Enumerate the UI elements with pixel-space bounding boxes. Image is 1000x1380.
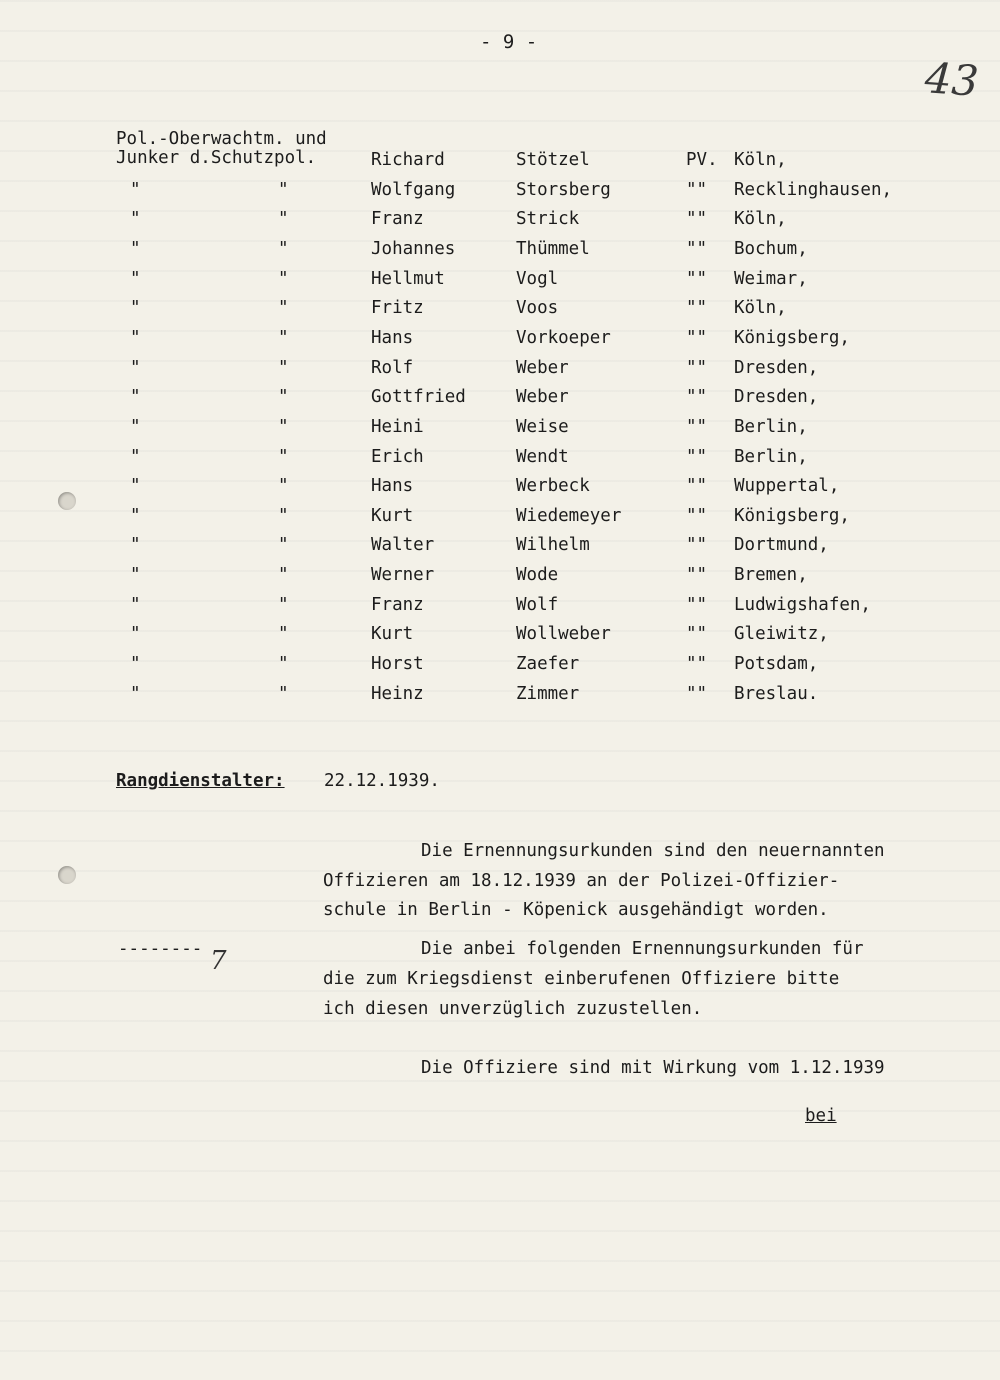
officer-city: Bremen, xyxy=(734,565,808,585)
officer-police-admin: "" xyxy=(686,417,708,437)
officer-ditto-mark: " xyxy=(278,565,289,585)
officer-ditto-mark: " xyxy=(130,298,141,318)
officer-city: Berlin, xyxy=(734,447,808,467)
officer-last-name: Stötzel xyxy=(516,150,590,170)
officer-city: Wuppertal, xyxy=(734,476,840,496)
officer-first-name: Wolfgang xyxy=(371,180,456,200)
officer-police-admin: "" xyxy=(686,358,708,378)
officer-last-name: Storsberg xyxy=(516,180,611,200)
officer-ditto-mark: " xyxy=(278,535,289,555)
officer-police-admin: "" xyxy=(686,447,708,467)
officer-last-name: Strick xyxy=(516,209,580,229)
officer-ditto-mark: " xyxy=(278,269,289,289)
officer-first-name: Rolf xyxy=(371,358,414,378)
officer-police-admin: "" xyxy=(686,387,708,407)
officer-city: Potsdam, xyxy=(734,654,819,674)
officer-first-name: Richard xyxy=(371,150,445,170)
officer-last-name: Vorkoeper xyxy=(516,328,611,348)
rangdienstalter-label: Rangdienstalter: xyxy=(116,771,285,791)
punch-hole-bottom xyxy=(58,866,76,884)
officer-city: Recklinghausen, xyxy=(734,180,893,200)
paragraph2-line3: ich diesen unverzüglich zuzustellen. xyxy=(323,999,703,1019)
officer-police-admin: "" xyxy=(686,298,708,318)
officer-first-name: Werner xyxy=(371,565,435,585)
officer-police-admin: "" xyxy=(686,506,708,526)
officer-ditto-mark: " xyxy=(278,476,289,496)
officer-last-name: Wiedemeyer xyxy=(516,506,622,526)
officer-first-name: Hellmut xyxy=(371,269,445,289)
officer-city: Königsberg, xyxy=(734,328,850,348)
officer-ditto-mark: " xyxy=(278,358,289,378)
rank-header-line1: Pol.-Oberwachtm. und xyxy=(116,129,327,149)
officer-police-admin: "" xyxy=(686,269,708,289)
officer-city: Gleiwitz, xyxy=(734,624,829,644)
officer-city: Ludwigshafen, xyxy=(734,595,871,615)
officer-police-admin: "" xyxy=(686,535,708,555)
officer-first-name: Kurt xyxy=(371,506,414,526)
officer-police-admin: "" xyxy=(686,624,708,644)
officer-police-admin: "" xyxy=(686,595,708,615)
officer-police-admin: "" xyxy=(686,209,708,229)
officer-first-name: Heinz xyxy=(371,684,424,704)
paragraph2-line1: Die anbei folgenden Ernennungsurkunden für xyxy=(421,939,864,959)
officer-last-name: Wolf xyxy=(516,595,559,615)
officer-ditto-mark: " xyxy=(130,328,141,348)
officer-last-name: Zimmer xyxy=(516,684,580,704)
officer-ditto-mark: " xyxy=(130,447,141,467)
officer-ditto-mark: " xyxy=(278,328,289,348)
officer-ditto-mark: " xyxy=(278,654,289,674)
officer-ditto-mark: " xyxy=(278,684,289,704)
officer-ditto-mark: " xyxy=(278,506,289,526)
officer-ditto-mark: " xyxy=(130,209,141,229)
officer-last-name: Thümmel xyxy=(516,239,590,259)
margin-handwritten-mark: 7 xyxy=(210,946,227,976)
officer-last-name: Zaefer xyxy=(516,654,580,674)
rangdienstalter-date: 22.12.1939. xyxy=(324,771,440,791)
officer-police-admin: "" xyxy=(686,180,708,200)
officer-police-admin: "" xyxy=(686,476,708,496)
officer-city: Breslau. xyxy=(734,684,819,704)
officer-ditto-mark: " xyxy=(130,387,141,407)
paragraph1-line2: Offizieren am 18.12.1939 an der Polizei-Offizier- xyxy=(323,871,840,891)
officer-police-admin: PV. xyxy=(686,150,718,170)
officer-ditto-mark: " xyxy=(130,476,141,496)
officer-first-name: Gottfried xyxy=(371,387,466,407)
officer-last-name: Weber xyxy=(516,387,569,407)
officer-ditto-mark: " xyxy=(130,417,141,437)
officer-city: Bochum, xyxy=(734,239,808,259)
officer-first-name: Erich xyxy=(371,447,424,467)
officer-city: Dresden, xyxy=(734,387,819,407)
paragraph1-line1: Die Ernennungsurkunden sind den neuernannten xyxy=(421,841,885,861)
officer-city: Köln, xyxy=(734,209,787,229)
officer-first-name: Heini xyxy=(371,417,424,437)
officer-first-name: Fritz xyxy=(371,298,424,318)
officer-ditto-mark: " xyxy=(130,358,141,378)
officer-first-name: Franz xyxy=(371,209,424,229)
paragraph2-line2: die zum Kriegsdienst einberufenen Offiziere bitte xyxy=(323,969,840,989)
margin-dash-mark: -------- xyxy=(118,939,203,959)
officer-ditto-mark: " xyxy=(278,417,289,437)
officer-first-name: Horst xyxy=(371,654,424,674)
page-number: - 9 - xyxy=(480,31,538,53)
officer-police-admin: "" xyxy=(686,684,708,704)
officer-ditto-mark: " xyxy=(278,298,289,318)
officer-last-name: Wode xyxy=(516,565,559,585)
officer-ditto-mark: " xyxy=(278,624,289,644)
officer-first-name: Walter xyxy=(371,535,435,555)
officer-last-name: Weise xyxy=(516,417,569,437)
officer-police-admin: "" xyxy=(686,328,708,348)
officer-ditto-mark: " xyxy=(278,595,289,615)
officer-ditto-mark: " xyxy=(278,239,289,259)
officer-last-name: Voos xyxy=(516,298,559,318)
officer-ditto-mark: " xyxy=(278,209,289,229)
officer-last-name: Wollweber xyxy=(516,624,611,644)
officer-ditto-mark: " xyxy=(278,180,289,200)
officer-ditto-mark: " xyxy=(130,624,141,644)
officer-ditto-mark: " xyxy=(130,535,141,555)
officer-first-name: Hans xyxy=(371,328,414,348)
paragraph3: Die Offiziere sind mit Wirkung vom 1.12.1939 xyxy=(421,1058,885,1078)
officer-ditto-mark: " xyxy=(130,595,141,615)
officer-city: Köln, xyxy=(734,150,787,170)
officer-first-name: Hans xyxy=(371,476,414,496)
officer-city: Berlin, xyxy=(734,417,808,437)
officer-last-name: Vogl xyxy=(516,269,559,289)
paragraph1-line3: schule in Berlin - Köpenick ausgehändigt worden. xyxy=(323,900,829,920)
catchword: bei xyxy=(805,1106,837,1126)
officer-last-name: Wendt xyxy=(516,447,569,467)
officer-first-name: Franz xyxy=(371,595,424,615)
officer-last-name: Werbeck xyxy=(516,476,590,496)
officer-ditto-mark: " xyxy=(130,565,141,585)
officer-ditto-mark: " xyxy=(130,684,141,704)
officer-ditto-mark: " xyxy=(130,654,141,674)
punch-hole-top xyxy=(58,492,76,510)
archive-folio-number: 43 xyxy=(923,53,981,106)
officer-police-admin: "" xyxy=(686,239,708,259)
officer-police-admin: "" xyxy=(686,654,708,674)
officer-ditto-mark: " xyxy=(130,506,141,526)
officer-last-name: Weber xyxy=(516,358,569,378)
officer-ditto-mark: " xyxy=(278,447,289,467)
officer-ditto-mark: " xyxy=(130,239,141,259)
officer-ditto-mark: " xyxy=(278,387,289,407)
rank-header-line2: Junker d.Schutzpol. xyxy=(116,148,317,168)
officer-first-name: Kurt xyxy=(371,624,414,644)
officer-ditto-mark: " xyxy=(130,180,141,200)
officer-ditto-mark: " xyxy=(130,269,141,289)
officer-city: Dresden, xyxy=(734,358,819,378)
officer-last-name: Wilhelm xyxy=(516,535,590,555)
officer-city: Weimar, xyxy=(734,269,808,289)
officer-first-name: Johannes xyxy=(371,239,456,259)
officer-city: Dortmund, xyxy=(734,535,829,555)
officer-city: Köln, xyxy=(734,298,787,318)
officer-city: Königsberg, xyxy=(734,506,850,526)
officer-police-admin: "" xyxy=(686,565,708,585)
